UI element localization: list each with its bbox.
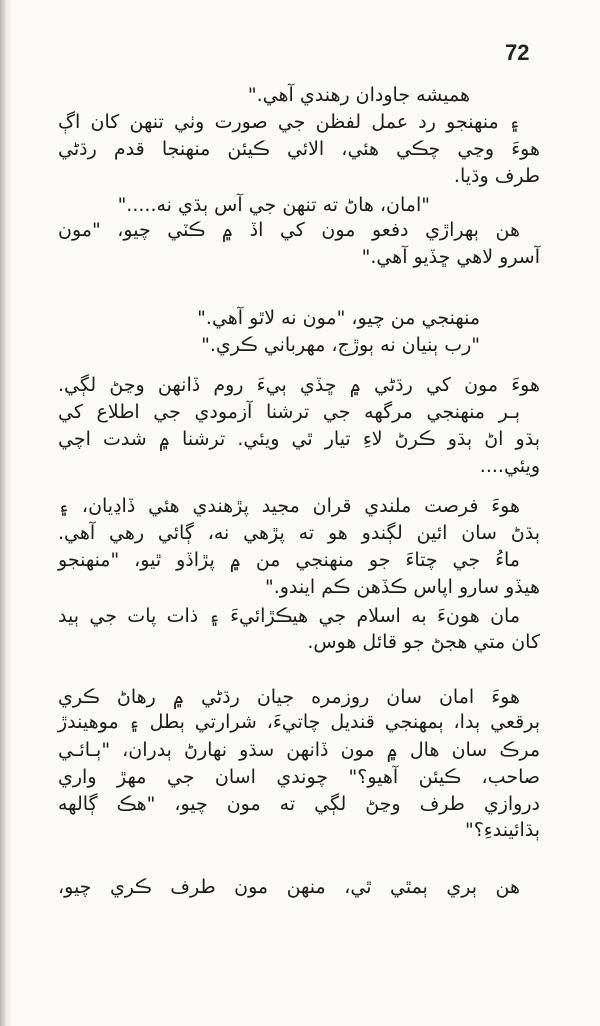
text-line: هميشه جاودان رهندي آهي." <box>247 84 470 106</box>
text-line: کان متي هجڻ جو قائل هوس. <box>307 631 540 653</box>
page-binding-shadow <box>6 0 10 1026</box>
page-number: 72 <box>505 40 530 65</box>
text-line: مرڪ سان هال ۾ مون ڏانهن سڌو نهارڻ ٻدران، "ٻـائـي <box>58 739 540 761</box>
text-line: هوءَ وڃي چڪي هئي، الائي ڪيئن منهنجا قدم رڌڻي <box>58 138 540 160</box>
text-line: منهنجي من چيو، "مون نه لاٿو آهي." <box>197 307 480 329</box>
text-line: آسرو لاهي ڇڏيو آهي." <box>361 246 540 268</box>
text-line: ٻرقعي ٻدا، ٻمهنجي قنديل چاتيءَ، شرارتي ٻطل ۽ موهيندڙ <box>58 711 540 733</box>
text-line: ٻڌائيندءِ؟" <box>464 819 540 841</box>
text-line: صاحب، ڪيئن آهيو؟" چوندي اسان جي مهڙ واري <box>58 766 540 788</box>
text-line: ٻـر منهنجي مرگهه جي ترشنا آزمودي جي اطلاع کي <box>58 401 520 423</box>
text-line: ۽ منهنجو رد عمل لفظن جي صورت وٺي تنهن کان اڳ <box>58 111 520 133</box>
text-line: هوءَ امان سان روزمره جيان رڌڻي ۾ رهاڻ ڪري <box>58 686 520 708</box>
text-line: ٻڌڻ سان ائين لڳندو هو ته پڙهي نه، ڳائي رهي آهي. <box>58 522 540 544</box>
text-line: هيڏو سارو اپاس ڪڏهن ڪم ايندو." <box>264 576 540 598</box>
text-line: مان هونءَ به اسلام جي هيڪڙائيءَ ۽ ذات پات جي ٻيد <box>58 605 520 627</box>
text-line: ٻڌو اڻ ٻڌو ڪرڻ لاءِ تيار ٿي ويئي. ترشنا ۾ شدت اچي <box>58 428 540 450</box>
text-line: ماءُ جي چتاءَ جو منهنجي من ۾ پڙاڏو ٿيو، "منهنجو <box>58 549 520 571</box>
text-line: "امان، هاڻ ته تنهن جي آس ٻڌي نه....." <box>117 194 430 216</box>
text-line: هن ٻهراڙي دفعو مون کي اڏ ۾ ڪٽي چيو، "مون <box>58 219 520 241</box>
text-line: هن ٻري ٻمٿي ٿي، منهن مون طرف ڪري چيو، <box>58 876 520 898</box>
text-line: دروازي طرف وڃڻ لڳي ته مون چيو، "هڪ ڳالهه <box>58 793 540 815</box>
text-line: هوءَ فرصت ملندي قران مجيد پڙهندي هئي ڏاڍيان، ۽ <box>58 495 520 517</box>
text-line: طرف وڌيا. <box>453 165 540 187</box>
text-line: "رب ٻنيان نه ٻوڙج، مهرباني ڪري." <box>201 334 480 356</box>
text-line: ويئي.... <box>479 455 540 477</box>
text-line: هوءَ مون کي رڌڻي ۾ ڇڏي ٻيءَ روم ڏانهن وڃڻ لڳي. <box>58 374 540 396</box>
